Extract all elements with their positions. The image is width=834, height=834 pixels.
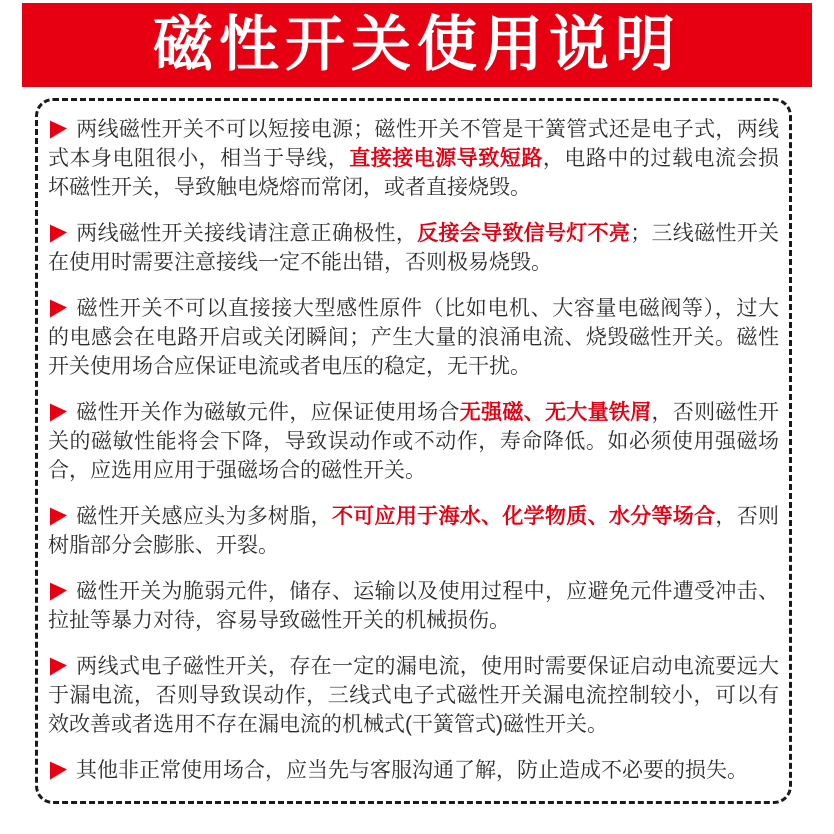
- bullet-arrow-icon: [50, 119, 67, 138]
- bullet-arrow-icon: [50, 402, 67, 421]
- note-text: ；三线磁性开关在使用时需要注意接线一定不能出错，否则极易烧毁。: [48, 222, 780, 274]
- note-text: 磁性开关作为磁敏元件，应保证使用场合: [76, 401, 460, 424]
- warning-highlight-text: 反接会导致信号灯不亮: [417, 222, 631, 245]
- bullet-arrow-icon: [50, 223, 67, 242]
- note-text: ，否则磁性开关的磁敏性能将会下降，导致误动作或不动作，寿命降低。如必须使用强磁场合，应选用应用于强磁场合的磁性开关。: [48, 401, 780, 482]
- note-text: 两线磁性开关不可以短接电源；磁性开关不管是干簧管式还是电子式，两线式本身电阻很小，相当于导线，: [48, 118, 779, 170]
- warning-highlight-text: 不可应用于海水、化学物质、水分等场合: [331, 505, 716, 528]
- note-text: ，否则树脂部分会膨胀、开裂。: [48, 505, 780, 557]
- bullet-arrow-icon: [50, 656, 67, 675]
- note-text: 两线磁性开关接线请注意正确极性，: [76, 222, 418, 245]
- notes-panel: [35, 98, 792, 804]
- warning-highlight-text: 无强磁、无大量铁屑: [459, 401, 652, 424]
- note-text: 磁性开关为脆弱元件，储存、运输以及使用过程中，应避免元件遭受冲击、拉扯等暴力对待，容易导致磁性开关的机械损伤。: [48, 580, 779, 632]
- note-item: [48, 398, 779, 485]
- header-banner: [22, 3, 812, 87]
- bullet-arrow-icon: [50, 506, 67, 525]
- note-item: [48, 294, 779, 381]
- bullet-arrow-icon: [50, 298, 67, 317]
- bullet-arrow-icon: [50, 581, 67, 600]
- note-text: 其他非正常使用场合，应当先与客服沟通了解，防止造成不必要的损失。: [76, 759, 748, 782]
- note-text: 磁性开关不可以直接接大型感性原件（比如电机、大容量电磁阀等），过大的电感会在电路开启或关闭瞬间；产生大量的浪涌电流、烧毁磁性开关。磁性开关使用场合应保证电流或者电压的稳定，无干扰。: [48, 297, 779, 378]
- note-item: [48, 502, 779, 560]
- note-item: [48, 652, 779, 739]
- note-item: [48, 756, 779, 785]
- note-item: [48, 577, 779, 635]
- warning-highlight-text: 直接接电源导致短路: [349, 147, 543, 170]
- note-text: ，电路中的过载电流会损坏磁性开关，导致触电烧熔而常闭，或者直接烧毁。: [48, 147, 780, 199]
- bullet-arrow-icon: [50, 760, 67, 779]
- note-text: 两线式电子磁性开关，存在一定的漏电流，使用时需要保证启动电流要远大于漏电流，否则导致误动作，三线式电子式磁性开关漏电流控制较小，可以有效改善或者选用不存在漏电流的机械式(干簧管式)磁性开关。: [48, 655, 779, 736]
- notes-list: [48, 115, 779, 785]
- page-title: 磁性开关使用说明: [153, 11, 681, 78]
- note-text: 磁性开关感应头为多树脂，: [76, 505, 332, 528]
- note-item: [48, 219, 779, 277]
- note-item: [48, 115, 779, 202]
